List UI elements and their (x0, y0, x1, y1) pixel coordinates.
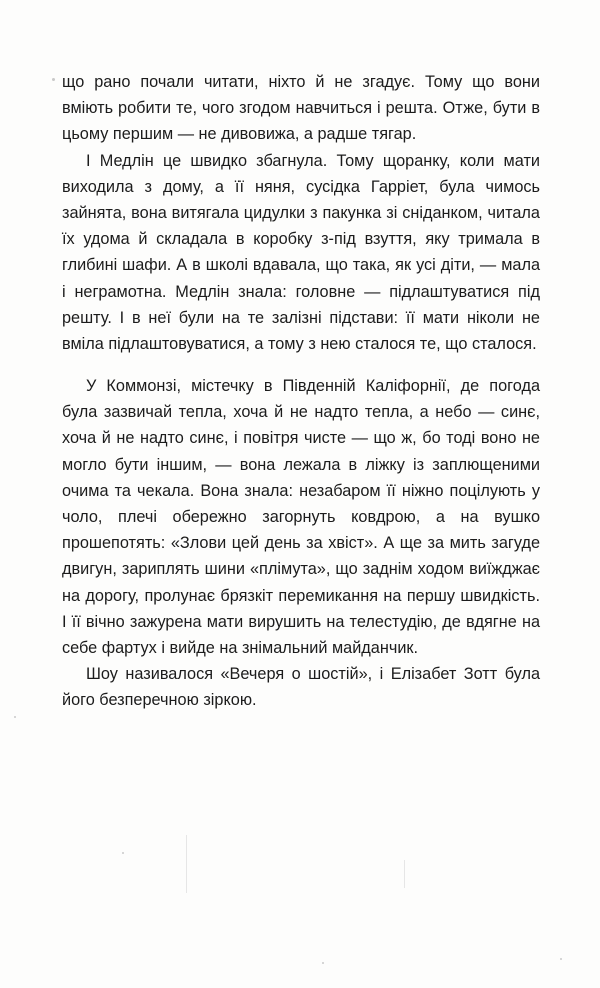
text-section-top (62, 69, 540, 357)
scan-speck (14, 716, 16, 718)
scan-speck (560, 958, 562, 960)
paragraph-show: Шоу називалося «Вечеря о шостій», і Елізабет Зотт була його безперечною зіркою. (62, 665, 540, 710)
scan-speck (52, 78, 55, 81)
text-section-bottom (62, 373, 540, 714)
scan-speck (322, 962, 324, 964)
scan-speck (122, 852, 124, 854)
paragraph-madeline: І Медлін це швидко збагнула. Тому щоранку, коли мати виходила з дому, а її няня, сусідка Гарріет, була чимось зайнята, вона витягала цидулки з пакунка зі сніданком, читала їх удома й складала в коробку з-під взуття, яку тримала в глибині шафи. А в школі вдавала, що така, як усі діти, — мала і неграмотна. Медлін знала: головне — підлаштуватися під решту. І в неї були на те залізні підстави: її мати ніколи не вміла підлаштовуватися, а тому з нею сталося те, що сталося. (62, 151, 540, 354)
scan-artifact (186, 835, 187, 893)
paragraph-commons: У Коммонзі, містечку в Південній Каліфорнії, де погода була зазвичай тепла, хоча й не надто тепла, а небо — синє, хоча й не надто синє, і повітря чисте — що ж, бо тоді воно не могло бути іншим, — вона лежала в ліжку із заплющеними очима та чекала. Вона знала: незабаром її ніжно поцілують у чоло, плечі обережно загорнуть ковдрою, а на вушко прошепотять: «Злови цей день за хвіст». А ще за мить загуде двигун, зариплять шини «плімута», що заднім ходом виїжджає на дорогу, пролунає брязкіт перемикання на першу швидкість. І її вічно зажурена мати вирушить на телестудію, де вдягне на себе фартух і вийде на знімальний майданчик. (62, 377, 540, 658)
scan-artifact (404, 860, 405, 888)
paragraph-continuation: що рано почали читати, ніхто й не згадує. Тому що вони вміють робити те, чого згодом навчиться і решта. Отже, бути в цьому першим — не дивовижа, а радше тягар. (62, 73, 540, 144)
